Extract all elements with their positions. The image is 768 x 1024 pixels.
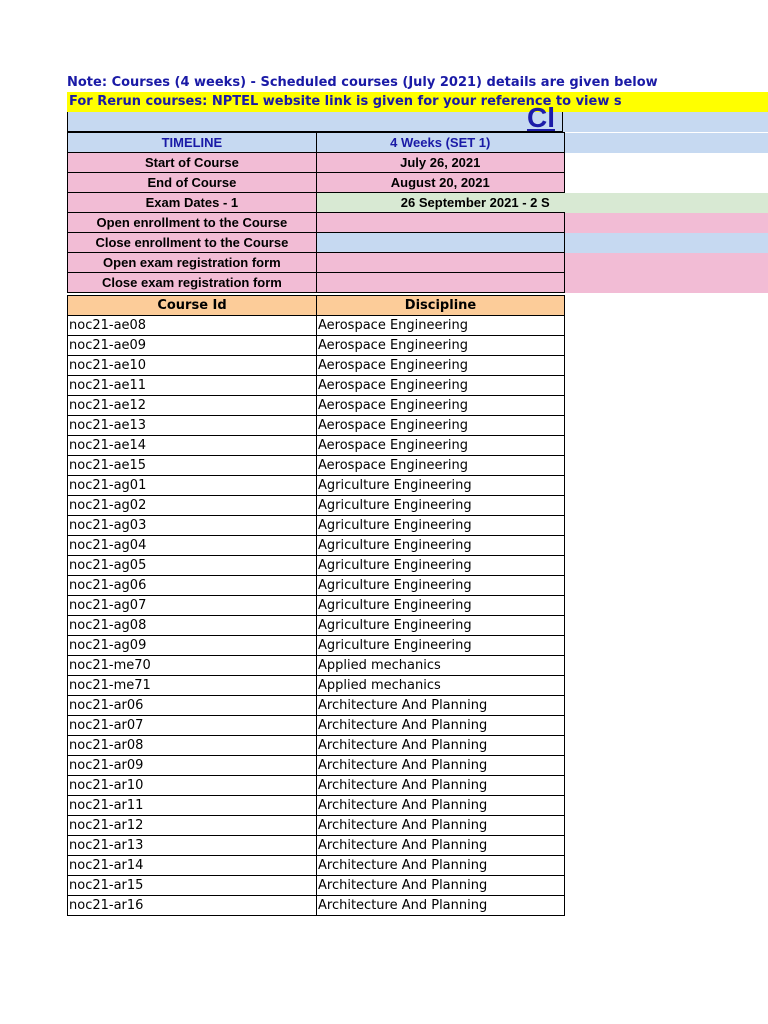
timeline-header-row (68, 133, 768, 153)
timeline-row-value: 26 September 2021 - 2 S (316, 193, 564, 213)
table-row (68, 636, 565, 656)
table-row (68, 676, 565, 696)
table-row (68, 436, 565, 456)
discipline-cell: Agriculture Engineering (317, 516, 565, 536)
timeline-row-value (316, 273, 564, 293)
timeline-row-value (316, 233, 564, 253)
discipline-cell: Agriculture Engineering (317, 576, 565, 596)
timeline-row (68, 173, 768, 193)
discipline-cell: Architecture And Planning (317, 796, 565, 816)
discipline-cell: Architecture And Planning (317, 836, 565, 856)
timeline-row-extra (564, 273, 767, 293)
course-id-cell: noc21-ae08 (68, 316, 317, 336)
timeline-row (68, 213, 768, 233)
page-title: Cl (527, 102, 555, 133)
discipline-cell: Agriculture Engineering (317, 616, 565, 636)
course-id-cell: noc21-me70 (68, 656, 317, 676)
course-id-cell: noc21-ag03 (68, 516, 317, 536)
course-id-cell: noc21-ag06 (68, 576, 317, 596)
table-row (68, 396, 565, 416)
course-id-cell: noc21-ag07 (68, 596, 317, 616)
table-row (68, 536, 565, 556)
rerun-banner (67, 92, 768, 112)
course-id-cell: noc21-ar08 (68, 736, 317, 756)
discipline-cell: Aerospace Engineering (317, 456, 565, 476)
course-id-cell: noc21-ar15 (68, 876, 317, 896)
discipline-cell: Architecture And Planning (317, 696, 565, 716)
timeline-row-label: Close exam registration form (68, 273, 317, 293)
discipline-cell: Agriculture Engineering (317, 536, 565, 556)
discipline-cell: Aerospace Engineering (317, 416, 565, 436)
table-row (68, 796, 565, 816)
title-row (67, 102, 768, 133)
column-header-course-id: Course Id (68, 296, 317, 316)
table-row (68, 736, 565, 756)
course-id-cell: noc21-ae14 (68, 436, 317, 456)
table-row (68, 836, 565, 856)
table-row (68, 816, 565, 836)
discipline-cell: Agriculture Engineering (317, 596, 565, 616)
course-id-cell: noc21-ag09 (68, 636, 317, 656)
discipline-cell: Agriculture Engineering (317, 496, 565, 516)
discipline-cell: Aerospace Engineering (317, 336, 565, 356)
course-id-cell: noc21-ae10 (68, 356, 317, 376)
discipline-cell: Aerospace Engineering (317, 376, 565, 396)
course-id-cell: noc21-ag02 (68, 496, 317, 516)
course-id-cell: noc21-me71 (68, 676, 317, 696)
timeline-row-label: Open exam registration form (68, 253, 317, 273)
table-row (68, 556, 565, 576)
discipline-cell: Architecture And Planning (317, 896, 565, 916)
course-id-cell: noc21-ar11 (68, 796, 317, 816)
timeline-row-label: Start of Course (68, 153, 317, 173)
column-header-discipline: Discipline (317, 296, 565, 316)
course-id-cell: noc21-ar13 (68, 836, 317, 856)
table-row (68, 316, 565, 336)
timeline-row (68, 273, 768, 293)
discipline-cell: Aerospace Engineering (317, 316, 565, 336)
table-row (68, 356, 565, 376)
course-id-cell: noc21-ae09 (68, 336, 317, 356)
timeline-row-extra (564, 153, 767, 173)
timeline-row-value: July 26, 2021 (316, 153, 564, 173)
course-id-cell: noc21-ar06 (68, 696, 317, 716)
timeline-row-extra (564, 193, 767, 213)
timeline-table (67, 132, 768, 293)
discipline-cell: Applied mechanics (317, 676, 565, 696)
timeline-row-extra (564, 173, 767, 193)
table-row (68, 616, 565, 636)
table-row (68, 516, 565, 536)
table-row (68, 476, 565, 496)
course-table-header (68, 296, 565, 316)
timeline-label: TIMELINE (68, 133, 317, 153)
course-id-cell: noc21-ar12 (68, 816, 317, 836)
clipped-note-line (67, 75, 768, 92)
course-id-cell: noc21-ar14 (68, 856, 317, 876)
discipline-cell: Architecture And Planning (317, 876, 565, 896)
timeline-row (68, 153, 768, 173)
timeline-row-value (316, 213, 564, 233)
table-row (68, 456, 565, 476)
discipline-cell: Agriculture Engineering (317, 636, 565, 656)
course-id-cell: noc21-ae15 (68, 456, 317, 476)
course-id-cell: noc21-ag08 (68, 616, 317, 636)
discipline-cell: Aerospace Engineering (317, 396, 565, 416)
timeline-row-label: End of Course (68, 173, 317, 193)
course-table (67, 295, 565, 916)
course-id-cell: noc21-ar16 (68, 896, 317, 916)
table-row (68, 416, 565, 436)
discipline-cell: Architecture And Planning (317, 736, 565, 756)
table-row (68, 696, 565, 716)
timeline-row-value (316, 253, 564, 273)
discipline-cell: Architecture And Planning (317, 856, 565, 876)
table-row (68, 496, 565, 516)
course-id-cell: noc21-ae11 (68, 376, 317, 396)
discipline-cell: Applied mechanics (317, 656, 565, 676)
discipline-cell: Aerospace Engineering (317, 436, 565, 456)
course-id-cell: noc21-ar10 (68, 776, 317, 796)
discipline-cell: Architecture And Planning (317, 756, 565, 776)
title-cell (67, 112, 563, 132)
timeline-row-extra (564, 233, 767, 253)
table-row (68, 716, 565, 736)
rerun-banner-text: For Rerun courses: NPTEL website link is given for your reference to view s (69, 94, 622, 109)
course-id-cell: noc21-ag05 (68, 556, 317, 576)
discipline-cell: Architecture And Planning (317, 816, 565, 836)
discipline-cell: Aerospace Engineering (317, 356, 565, 376)
table-row (68, 596, 565, 616)
course-id-cell: noc21-ar07 (68, 716, 317, 736)
clipped-note-text: Note: Courses (4 weeks) - Scheduled courses (July 2021) details are given below (67, 75, 658, 90)
course-id-cell: noc21-ae12 (68, 396, 317, 416)
course-id-cell: noc21-ae13 (68, 416, 317, 436)
discipline-cell: Architecture And Planning (317, 776, 565, 796)
timeline-row (68, 233, 768, 253)
discipline-cell: Agriculture Engineering (317, 556, 565, 576)
timeline-row-label: Exam Dates - 1 (68, 193, 317, 213)
discipline-cell: Architecture And Planning (317, 716, 565, 736)
course-id-cell: noc21-ag04 (68, 536, 317, 556)
table-row (68, 776, 565, 796)
table-row (68, 336, 565, 356)
course-id-cell: noc21-ar09 (68, 756, 317, 776)
table-row (68, 856, 565, 876)
timeline-row-extra (564, 213, 767, 233)
timeline-value: 4 Weeks (SET 1) (316, 133, 564, 153)
table-row (68, 896, 565, 916)
timeline-row (68, 253, 768, 273)
table-row (68, 876, 565, 896)
course-id-cell: noc21-ag01 (68, 476, 317, 496)
timeline-row-extra (564, 253, 767, 273)
timeline-row (68, 193, 768, 213)
table-row (68, 656, 565, 676)
table-row (68, 376, 565, 396)
timeline-row-label: Open enrollment to the Course (68, 213, 317, 233)
timeline-row-label: Close enrollment to the Course (68, 233, 317, 253)
discipline-cell: Agriculture Engineering (317, 476, 565, 496)
timeline-extra-cell (564, 133, 767, 153)
timeline-row-value: August 20, 2021 (316, 173, 564, 193)
table-row (68, 756, 565, 776)
table-row (68, 576, 565, 596)
